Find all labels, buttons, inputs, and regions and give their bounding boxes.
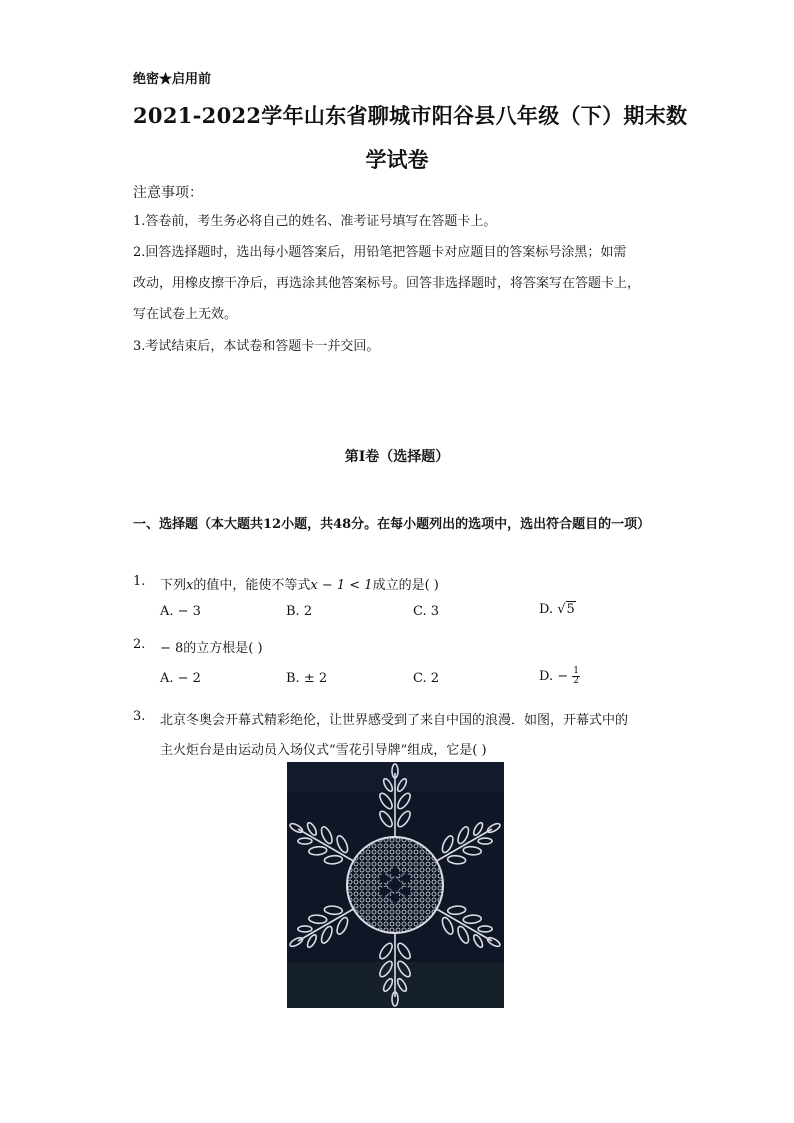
option-d: D. − $\frac{1}{2}$ (539, 666, 579, 686)
option-b: B. ± 2 (286, 671, 328, 686)
option-c: C. 2 (413, 671, 440, 686)
option-a: A. − 3 (160, 604, 201, 619)
page-title-line2: 学试卷 (365, 147, 429, 172)
option-b: B. 2 (286, 604, 313, 619)
question-stem-line2: 主火炬台是由运动员入场仪式“雪花引导牌”组成，它是( ) (160, 743, 487, 758)
sqrt-sign: √5 (557, 602, 575, 617)
notice-item-2-end: 写在试卷上无效。 (133, 307, 238, 322)
confidential-label: 绝密★启用前 (133, 72, 212, 87)
page-title-line1: 2021-2022学年山东省聊城市阳谷县八年级（下）期末数 (133, 103, 688, 128)
section-title: 第I卷（选择题） (344, 449, 450, 465)
notice-heading: 注意事项： (133, 185, 203, 201)
snowflake-icon (287, 762, 504, 1008)
notice-item-1: 1.答卷前，考生务必将自己的姓名、准考证号填写在答题卡上。 (133, 214, 497, 229)
question-number: 2. (133, 637, 146, 652)
question-number: 1. (133, 574, 146, 589)
snowflake-torch-image (287, 762, 504, 1008)
notice-item-2-cont: 改动，用橡皮擦干净后，再选涂其他答案标号。回答非选择题时，将答案写在答题卡上， (133, 276, 641, 291)
notice-item-2: 2.回答选择题时，选出每小题答案后，用铅笔把答题卡对应题目的答案标号涂黑；如需 (133, 245, 627, 260)
part-one-instructions: 一、选择题（本大题共12小题，共48分。在每小题列出的选项中，选出符合题目的一项） (133, 517, 651, 532)
question-stem: 下列x的值中，能使不等式x − 1 < 1成立的是( ) (160, 578, 439, 593)
option-a: A. − 2 (160, 671, 201, 686)
question-number: 3. (133, 709, 146, 724)
question-stem-line1: 北京冬奥会开幕式精彩绝伦，让世界感受到了来自中国的浪漫．如图，开幕式中的 (160, 713, 629, 728)
option-c: C. 3 (413, 604, 440, 619)
fraction: $\frac{1}{2}$ (573, 666, 579, 686)
notice-item-3: 3.考试结束后，本试卷和答题卡一并交回。 (133, 339, 380, 354)
option-d: D. √5 (539, 602, 575, 617)
question-stem: − 8的立方根是( ) (160, 641, 263, 656)
